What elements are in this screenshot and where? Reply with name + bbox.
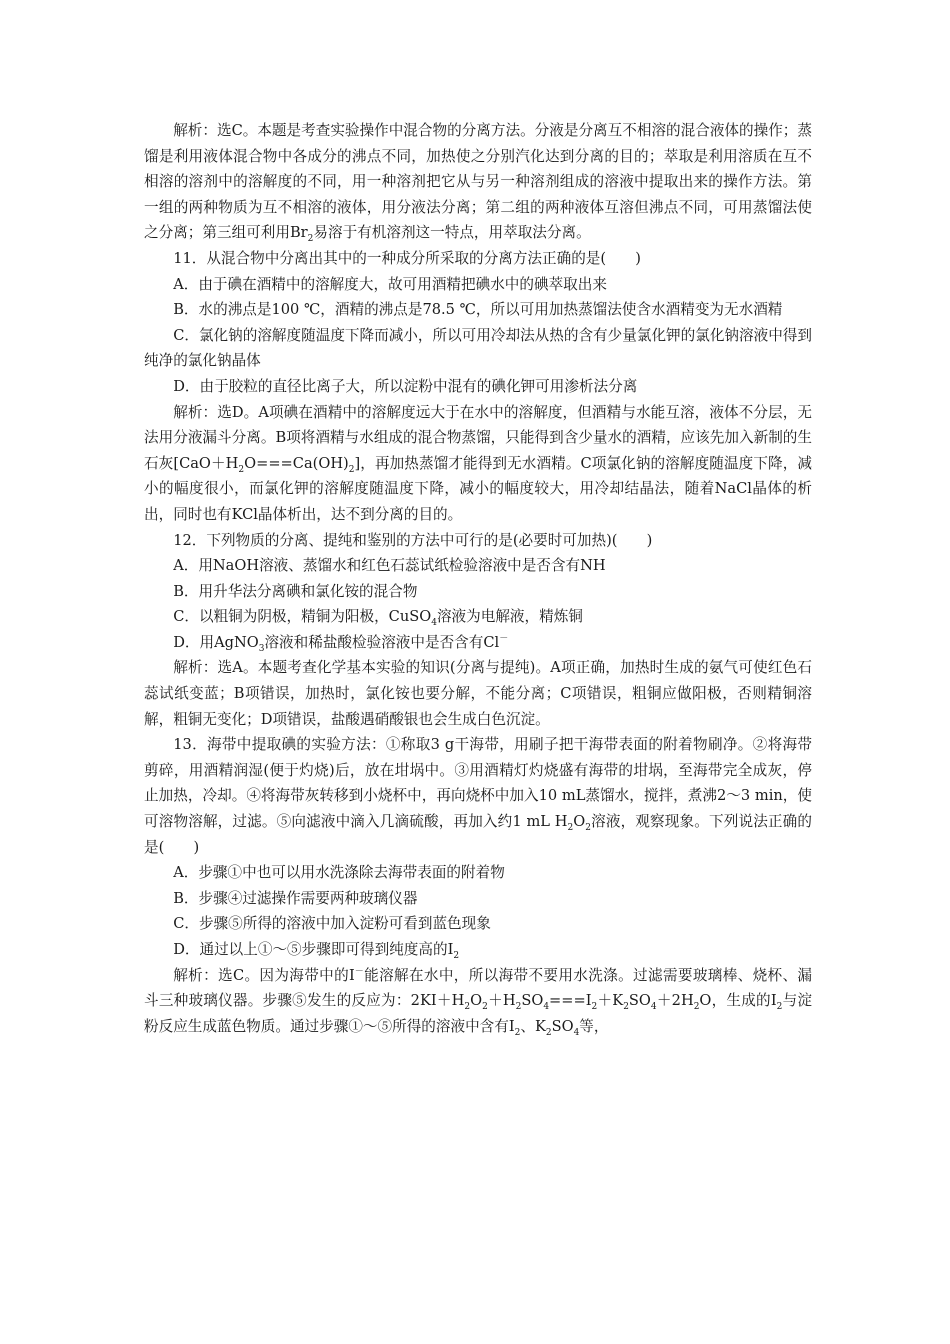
option-11-d: D．由于胶粒的直径比离子大，所以淀粉中混有的碘化钾可用渗析法分离 bbox=[173, 377, 638, 395]
question-11: 11．从混合物中分离出其中的一种成分所采取的分离方法正确的是( ) bbox=[173, 249, 641, 267]
option-11-b: B．水的沸点是100 ℃，酒精的沸点是78.5 ℃，所以可用加热蒸馏法使含水酒精变为无水酒精 bbox=[173, 301, 783, 319]
option-12-b: B．用升华法分离碘和氯化铵的混合物 bbox=[173, 582, 418, 600]
document-page bbox=[144, 118, 812, 1039]
analysis-10: 解析：选C。本题是考查实验操作中混合物的分离方法。分液是分离互不相溶的混合液体的操作；蒸馏是利用液体混合物中各成分的沸点不同，加热使之分别汽化达到分离的目的；萃取是利用溶质在互不相溶的溶剂中的溶解度的不同，用一种溶剂把它从与另一种溶剂组成的溶液中提取出来的操作方法。第一组的两种物质为互不相溶的液体，用分液法分离；第二组的两种液体互溶但沸点不同，可用蒸馏法使之分离；第三组可利用$Br_2$易溶于有机溶剂这一特点，用萃取法分离。 bbox=[144, 122, 812, 245]
option-13-b: B．步骤④过滤操作需要两种玻璃仪器 bbox=[173, 889, 418, 907]
option-12-c: C．以粗铜为阴极，精铜为阳极，CuSO$_4$溶液为电解液，精炼铜 bbox=[173, 608, 583, 629]
option-13-c: C．步骤⑤所得的溶液中加入淀粉可看到蓝色现象 bbox=[173, 915, 491, 933]
option-12-d: D．用AgNO$_3$溶液和稀盐酸检验溶液中是否含有Cl－ bbox=[173, 633, 509, 654]
option-13-d: D．通过以上①～⑤步骤即可得到纯度高的$I_2$ bbox=[173, 941, 460, 961]
option-12-a: A．用NaOH溶液、蒸馏水和红色石蕊试纸检验溶液中是否含有NH bbox=[173, 557, 606, 575]
question-12: 12．下列物质的分离、提纯和鉴别的方法中可行的是(必要时可加热)( ) bbox=[173, 531, 653, 549]
question-13: 13．海带中提取碘的实验方法：①称取3 g干海带，用刷子把干海带表面的附着物刷净。②将海带剪碎，用酒精润湿(便于灼烧)后，放在坩埚中。③用酒精灯灼烧盛有海带的坩埚，至海带完全成灰，停止加热，冷却。④将海带灰转移到小烧杯中，再向烧杯中加入10 mL蒸馏水，搅拌，煮沸2～3 min，使可溶物溶解，过滤。⑤向滤液中滴入几滴硫酸，再加入约1 mL $H_2O_2$溶液，观察现象。下列说法正确的是( ) bbox=[144, 736, 812, 856]
analysis-12: 解析：选A。本题考查化学基本实验的知识(分离与提纯)。A项正确，加热时生成的氨气可使红色石蕊试纸变蓝；B项错误，加热时，氯化铵也要分解，不能分离；C项错误，粗铜应做阳极，否则精铜溶解，粗铜无变化；D项错误，盐酸遇硝酸银也会生成白色沉淀。 bbox=[144, 659, 812, 728]
analysis-13: 解析：选C。因为海带中的I－能溶解在水中，所以海带不要用水洗涤。过滤需要玻璃棒、烧杯、漏斗三种玻璃仪器。步骤⑤发生的反应为：$2KI+H_2O_2+H_2SO_4===I_2+K_2SO_4+2H_2O$，生成的$I_2$与淀粉反应生成蓝色物质。通过步骤①～⑤所得的溶液中含有$I_2$、$K_2SO_4$等， bbox=[144, 966, 813, 1038]
option-11-c: C．氯化钠的溶解度随温度下降而减小，所以可用冷却法从热的含有少量氯化钾的氯化钠溶液中得到纯净的氯化钠晶体 bbox=[144, 326, 812, 370]
option-13-a: A．步骤①中也可以用水洗涤除去海带表面的附着物 bbox=[173, 864, 505, 882]
option-11-a: A．由于碘在酒精中的溶解度大，故可用酒精把碘水中的碘萃取出来 bbox=[173, 275, 607, 293]
analysis-11: 解析：选D。A项碘在酒精中的溶解度远大于在水中的溶解度，但酒精与水能互溶，液体不分层，无法用分液漏斗分离。B项将酒精与水组成的混合物蒸馏，只能得到含少量水的酒精，应该先加入新制的生石灰$[CaO+H_2O===Ca(OH)_2]$，再加热蒸馏才能得到无水酒精。C项氯化钠的溶解度随温度下降，减小的幅度很小，而氯化钾的溶解度随温度下降，减小的幅度较大，用冷却结晶法，随着NaCl晶体的析出，同时也有KCl晶体析出，达不到分离的目的。 bbox=[144, 403, 812, 523]
